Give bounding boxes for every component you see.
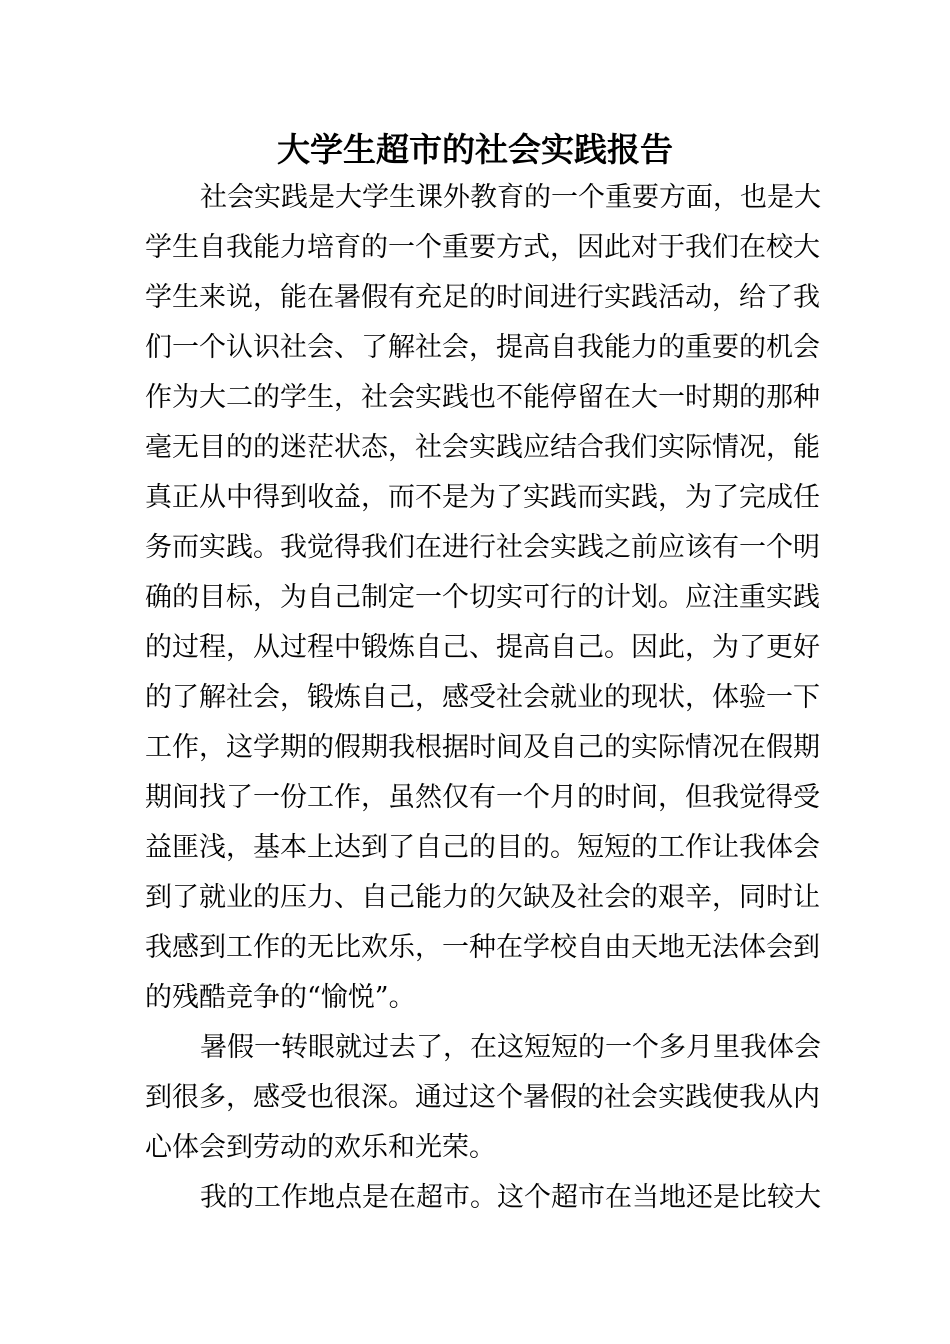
paragraph-line: 社会实践是大学生课外教育的一个重要方面，也是大 (200, 182, 821, 213)
paragraph-line: 务而实践。我觉得我们在进行社会实践之前应该有一个明 (145, 532, 820, 563)
paragraph-line: 的过程，从过程中锻炼自己、提高自己。因此，为了更好 (145, 632, 820, 663)
paragraph-line: 毫无目的的迷茫状态，社会实践应结合我们实际情况，能 (145, 432, 820, 463)
paragraph-line: 我感到工作的无比欢乐，一种在学校自由天地无法体会到 (145, 932, 820, 963)
paragraph-line: 的了解社会，锻炼自己，感受社会就业的现状，体验一下 (145, 682, 820, 713)
paragraph-line: 益匪浅，基本上达到了自己的目的。短短的工作让我体会 (145, 832, 820, 863)
paragraph-line: 学生来说，能在暑假有充足的时间进行实践活动，给了我 (145, 282, 820, 313)
paragraph-line: 确的目标，为自己制定一个切实可行的计划。应注重实践 (145, 582, 820, 613)
paragraph-line: 的残酷竞争的“愉悦”。 (145, 982, 416, 1013)
paragraph-line: 期间找了一份工作，虽然仅有一个月的时间，但我觉得受 (145, 782, 820, 813)
paragraph-line: 真正从中得到收益，而不是为了实践而实践，为了完成任 (145, 482, 820, 513)
paragraph-line: 作为大二的学生，社会实践也不能停留在大一时期的那种 (145, 382, 820, 413)
paragraph-line: 工作，这学期的假期我根据时间及自己的实际情况在假期 (145, 732, 820, 763)
paragraph-line: 到很多，感受也很深。通过这个暑假的社会实践使我从内 (145, 1082, 820, 1113)
paragraph-line: 我的工作地点是在超市。这个超市在当地还是比较大 (200, 1182, 821, 1213)
paragraph-line: 们一个认识社会、了解社会，提高自我能力的重要的机会 (145, 332, 820, 363)
paragraph-line: 学生自我能力培育的一个重要方式，因此对于我们在校大 (145, 232, 820, 263)
document-title: 大学生超市的社会实践报告 (277, 130, 673, 169)
paragraph-line: 暑假一转眼就过去了，在这短短的一个多月里我体会 (200, 1032, 821, 1063)
paragraph-line: 到了就业的压力、自己能力的欠缺及社会的艰辛，同时让 (145, 882, 820, 913)
paragraph-line: 心体会到劳动的欢乐和光荣。 (145, 1132, 496, 1163)
